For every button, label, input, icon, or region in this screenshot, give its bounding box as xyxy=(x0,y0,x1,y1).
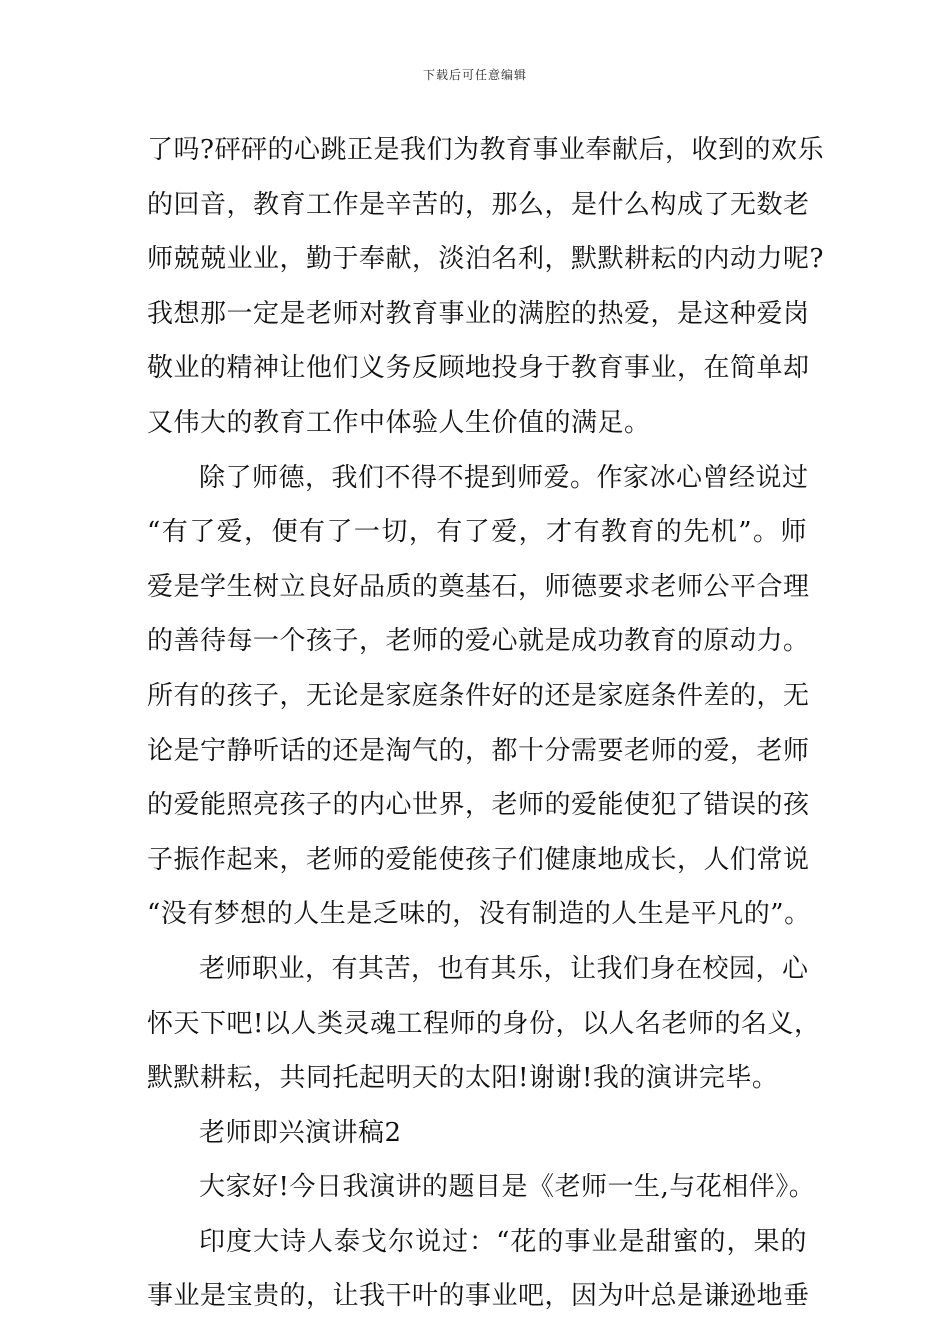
text-line: “有了爱，便有了一切，有了爱，才有教育的先机”。师 xyxy=(147,517,807,548)
text-line: 子振作起来，老师的爱能使孩子们健康地成长，人们常说 xyxy=(147,844,810,875)
document-body xyxy=(147,130,824,1331)
text-line: 的善待每一个孩子，老师的爱心就是成功教育的原动力。 xyxy=(147,626,810,657)
section-title: 老师即兴演讲稿2 xyxy=(199,1117,402,1148)
text-line: “没有梦想的人生是乏味的，没有制造的人生是平凡的”。 xyxy=(147,899,811,930)
text-line: 又伟大的教育工作中体验人生价值的满足。 xyxy=(147,407,651,438)
page-header-note: 下载后可任意编辑 xyxy=(422,68,527,82)
text-line: 师兢兢业业，勤于奉献，淡泊名利，默默耕耘的内动力呢? xyxy=(147,244,824,275)
text-line: 的爱能照亮孩子的内心世界，老师的爱能使犯了错误的孩 xyxy=(147,790,810,821)
text-line: 默默耕耘，共同托起明天的太阳!谢谢!我的演讲完毕。 xyxy=(147,1063,779,1094)
paragraph-start-line: 印度大诗人泰戈尔说过：“花的事业是甜蜜的，果的 xyxy=(199,1226,807,1257)
text-line: 事业是宝贵的，让我干叶的事业吧，因为叶总是谦逊地垂 xyxy=(147,1281,810,1312)
text-line: 我想那一定是老师对教育事业的满腔的热爱，是这种爱岗 xyxy=(147,298,810,329)
text-line: 敬业的精神让他们义务反顾地投身于教育事业，在简单却 xyxy=(147,353,810,384)
text-line: 了吗?砰砰的心跳正是我们为教育事业奉献后，收到的欢乐 xyxy=(147,135,824,165)
paragraph-start-line: 老师职业，有其苦，也有其乐，让我们身在校园，心 xyxy=(199,953,809,984)
text-line: 论是宁静听话的还是淘气的，都十分需要老师的爱，老师 xyxy=(147,735,810,766)
paragraph-start-line: 大家好!今日我演讲的题目是《老师一生,与花相伴》。 xyxy=(199,1172,816,1203)
text-line: 的回音，教育工作是辛苦的，那么，是什么构成了无数老 xyxy=(147,189,810,220)
text-line: 所有的孩子，无论是家庭条件好的还是家庭条件差的，无 xyxy=(147,680,810,711)
paragraph-start-line: 除了师德，我们不得不提到师爱。作家冰心曾经说过 xyxy=(199,462,809,493)
text-line: 爱是学生树立良好品质的奠基石，师德要求老师公平合理 xyxy=(147,571,810,602)
text-line: 怀天下吧!以人类灵魂工程师的身份，以人名老师的名义， xyxy=(147,1008,821,1039)
